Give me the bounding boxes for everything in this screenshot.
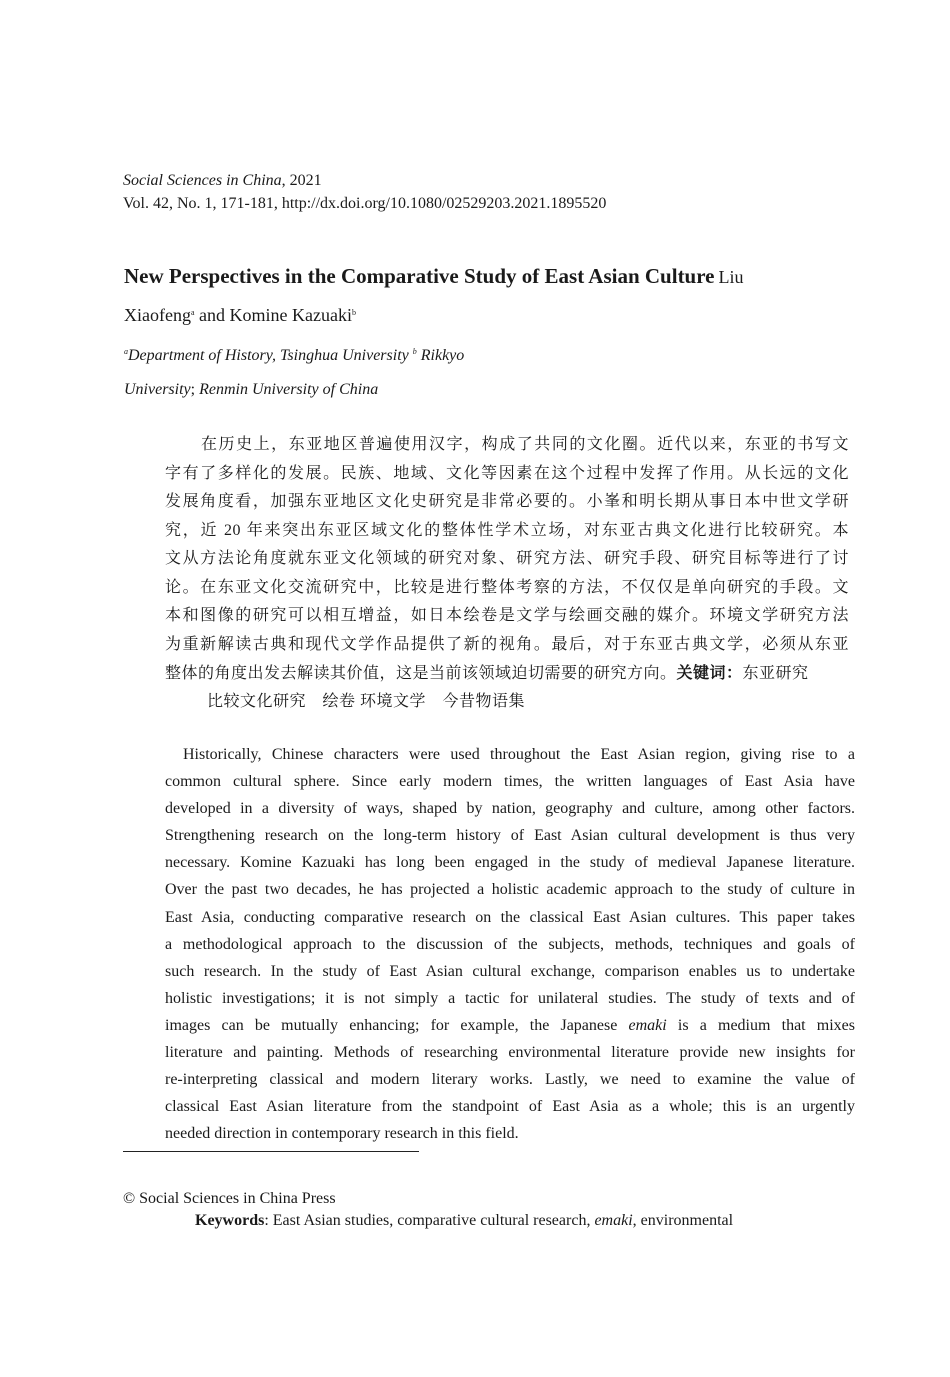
author-1: Xiaofeng xyxy=(124,305,191,325)
zh-line: 究，近 20 年来突出东亚区域文化的整体性学术立场，对东亚古典文化进行比较研究。本 xyxy=(165,521,849,539)
en-line: re-interpreting classical and modern literary works. Lastly, we need to examine the value of xyxy=(165,1071,855,1089)
zh-line: 本和图像的研究可以相互增益，如日本绘卷是文学与绘画交融的媒介。环境文学研究方法 xyxy=(165,607,849,624)
zh-line: 为重新解读古典和现代文学作品提供了新的视角。最后，对于东亚古典文学，必须从东亚 xyxy=(165,635,849,653)
footnote-rule xyxy=(123,1151,419,1152)
separator: ; xyxy=(190,381,200,398)
journal-year: , 2021 xyxy=(281,172,322,189)
en-line: necessary. Komine Kazuaki has long been engaged in the study of medieval Japanese literature. xyxy=(165,854,855,872)
en-line: Over the past two decades, he has projected a holistic academic approach to the study of culture in xyxy=(165,881,855,899)
zh-keywords-label: 关键词： xyxy=(676,663,743,682)
affiliation-line-1 xyxy=(124,347,464,365)
citation-line[interactable]: Vol. 42, No. 1, 171-181, http://dx.doi.org/10.1080/02529203.2021.1895520 xyxy=(123,195,607,212)
zh-line: 发展角度看，加强东亚地区文化史研究是非常必要的。小峯和明长期从事日本中世文学研 xyxy=(165,493,849,510)
author-first-name: Liu xyxy=(718,267,744,287)
en-line: developed in a diversity of ways, shaped by nation, geography and culture, among other factors. xyxy=(165,800,855,818)
zh-line: 文从方法论角度就东亚文化领域的研究对象、研究方法、研究手段、研究目标等进行了讨 xyxy=(165,550,849,567)
journal-line xyxy=(123,172,322,190)
en-line: Strengthening research on the long-term history of East Asian cultural development is thus very xyxy=(165,827,855,845)
keywords-text: : East Asian studies, comparative cultural research, xyxy=(264,1212,595,1229)
affiliation-tsinghua: Department of History, Tsinghua University xyxy=(128,347,413,364)
en-line: common cultural sphere. Since early modern times, the written languages of East Asia have xyxy=(165,773,855,791)
zh-keyword: 东亚研究 xyxy=(742,665,809,682)
en-line: a methodological approach to the discussion of the subjects, methods, techniques and goals of xyxy=(165,935,855,953)
zh-line: 在历史上，东亚地区普遍使用汉字，构成了共同的文化圈。近代以来，东亚的书写文 xyxy=(201,436,849,453)
sup-a: a xyxy=(124,347,128,356)
author-2: and Komine Kazuaki xyxy=(194,305,352,325)
abstract-english xyxy=(165,741,855,1147)
en-line: literature and painting. Methods of researching environmental literature provide new insights for xyxy=(165,1044,855,1062)
keyword-emaki: emaki xyxy=(594,1212,633,1229)
title-line xyxy=(124,264,744,289)
en-line: classical East Asian literature from the standpoint of East Asia as a whole; this is an urgently xyxy=(165,1098,855,1116)
paper-title: New Perspectives in the Comparative Study of East Asian Culture xyxy=(124,264,715,288)
affiliation-rikkyo: Rikkyo xyxy=(416,347,465,364)
en-line: such research. In the study of East Asian cultural exchange, comparison enables us to undertake xyxy=(165,962,855,980)
zh-line: 字有了多样化的发展。民族、地域、文化等因素在这个过程中发挥了作用。从长远的文化 xyxy=(165,464,849,482)
copyright: © Social Sciences in China Press xyxy=(123,1190,336,1207)
sup-b: b xyxy=(352,308,356,317)
en-line xyxy=(165,1012,855,1039)
abstract-chinese xyxy=(165,431,849,716)
en-line: Historically, Chinese characters were used throughout the East Asian region, giving rise to a xyxy=(183,746,855,763)
keywords-label: Keywords xyxy=(195,1212,265,1229)
en-line: needed direction in contemporary research in this field. xyxy=(165,1125,519,1143)
en-line: East Asia, conducting comparative research on the classical East Asian cultures. This paper takes xyxy=(165,908,855,926)
affiliation-line-2 xyxy=(124,381,378,399)
zh-line: 论。在东亚文化交流研究中，比较是进行整体考察的方法，不仅仅是单向研究的手段。文 xyxy=(165,578,849,596)
en-text: is a medium that mixes xyxy=(677,1016,855,1034)
en-line: holistic investigations; it is not simply a tactic for unilateral studies. The study of texts and of xyxy=(165,989,855,1007)
en-text: images can be mutually enhancing; for example, the Japanese xyxy=(165,1016,618,1034)
authors-line xyxy=(124,305,356,326)
affiliation-rikkyo-2: University xyxy=(124,381,191,398)
sup-a: a xyxy=(190,308,195,317)
affiliation-renmin: Renmin University of China xyxy=(199,381,379,398)
journal-name: Social Sciences in China xyxy=(123,172,282,189)
zh-keywords: 比较文化研究 绘卷 环境文学 今昔物语集 xyxy=(207,692,526,710)
zh-line-text: 整体的角度出发去解读其价值，这是当前该领域迫切需要的研究方向。 xyxy=(165,665,677,682)
zh-line xyxy=(165,659,849,688)
sup-b: b xyxy=(412,347,417,356)
keywords-line xyxy=(195,1212,733,1230)
keywords-text: , environmental xyxy=(632,1212,734,1229)
emaki-term: emaki xyxy=(628,1016,667,1034)
